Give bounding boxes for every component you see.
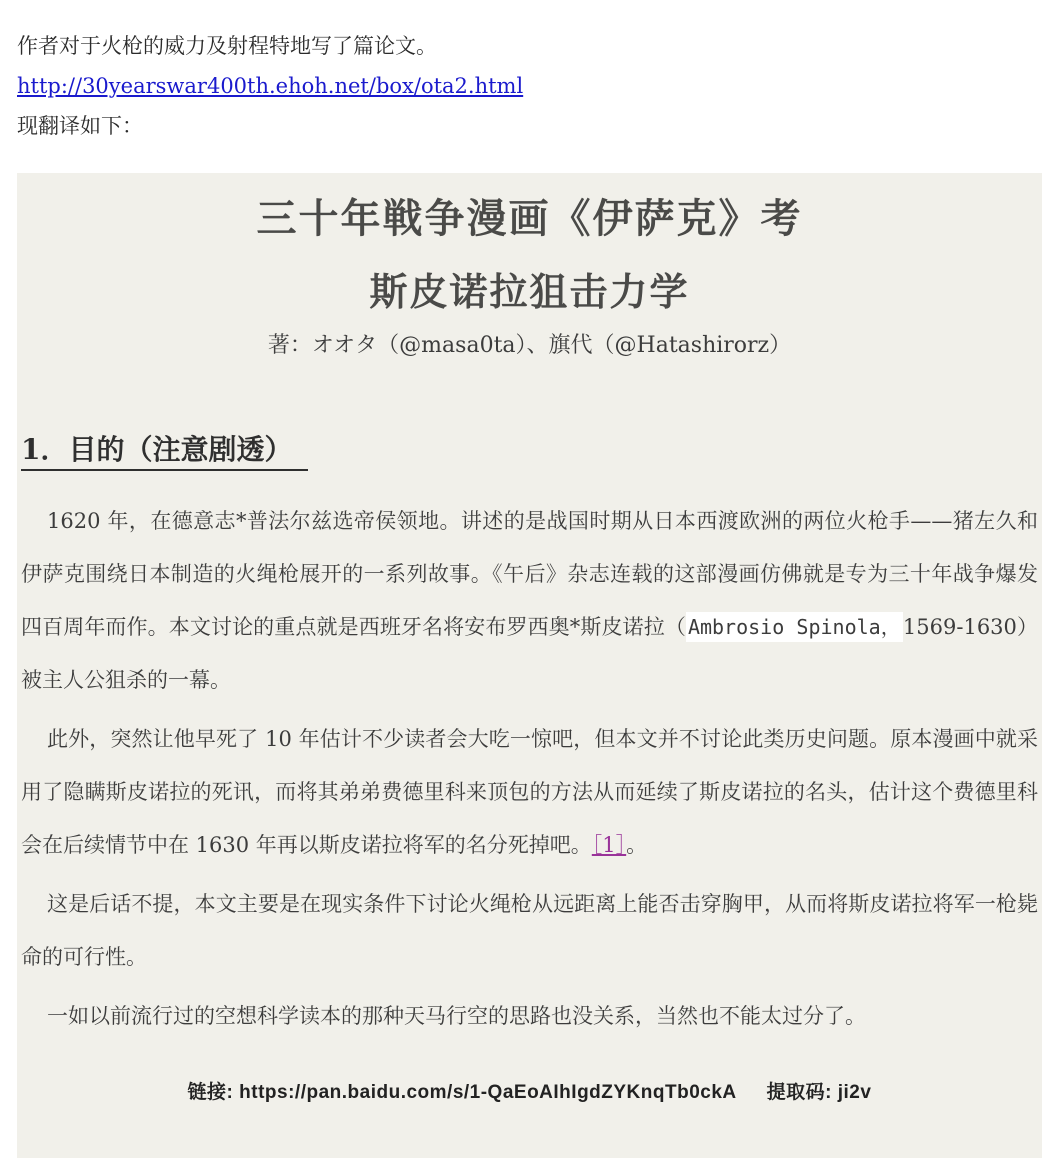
paragraph-2 xyxy=(21,713,1038,872)
article-body xyxy=(21,495,1038,1043)
paragraph-1 xyxy=(21,495,1038,707)
paragraph-3: 这是后话不提，本文主要是在现实条件下讨论火绳枪从远距离上能否击穿胸甲，从而将斯皮诺拉将军一枪毙命的可行性。 xyxy=(21,892,1038,969)
article-title-line-2: 斯皮诺拉狙击力学 xyxy=(369,269,690,314)
paragraph-1-text: 1620 年，在德意志*普法尔兹选帝侯领地。讲述的是战国时期从日本西渡欧洲的两位火枪手——猪左久和伊萨克围绕日本制造的火绳枪展开的一系列故事。《午后》杂志连载的这部漫画仿佛就是专为三十年战争爆发四百周年而作。本文讨论的重点就是西班牙名将安布罗西奥*斯皮诺拉（ xyxy=(21,509,1038,639)
section-heading-text: 1．目的（注意剧透） xyxy=(21,433,308,471)
extraction-code: ji2v xyxy=(837,1082,872,1103)
paragraph-2-period: 。 xyxy=(626,833,648,857)
baidu-share-url: https://pan.baidu.com/s/1-QaEoAIhIgdZYKnqTb0ckA xyxy=(239,1082,737,1103)
baidu-link-label: 链接: xyxy=(187,1082,240,1103)
intro-line-2: 现翻译如下： xyxy=(17,114,143,138)
paragraph-2-text: 此外，突然让他早死了 10 年估计不少读者会大吃一惊吧，但本文并不讨论此类历史问题。原本漫画中就采用了隐瞒斯皮诺拉的死讯，而将其弟弟费德里科来顶包的方法从而延续了斯皮诺拉的名头，估计这个费德里科会在后续情节中在 1630 年再以斯皮诺拉将军的名分死掉吧。 xyxy=(21,727,1038,857)
footnote-1-link[interactable]: ［1］ xyxy=(591,833,627,857)
intro-line-1: 作者对于火枪的威力及射程特地写了篇论文。 xyxy=(17,34,437,58)
source-article-link[interactable]: http://30yearswar400th.ehoh.net/box/ota2.html xyxy=(17,74,524,98)
paragraph-4: 一如以前流行过的空想科学读本的那种天马行空的思路也没关系，当然也不能太过分了。 xyxy=(47,1004,866,1028)
paragraph-1-text-after: 1569-1630）被主人公狙杀的一幕。 xyxy=(21,615,1039,692)
highlighted-name: Ambrosio Spinola， xyxy=(686,612,903,642)
extraction-code-label: 提取码: xyxy=(766,1082,838,1103)
article-title-line-1: 三十年戦争漫画《伊萨克》考 xyxy=(256,195,803,242)
article-panel xyxy=(17,173,1042,1158)
article-byline: 著：オオタ（@masa0ta）、旗代（@Hatashirorz） xyxy=(267,333,792,358)
baidu-share-line xyxy=(21,1077,1038,1104)
section-heading xyxy=(21,433,1038,467)
intro-block xyxy=(0,0,1059,146)
